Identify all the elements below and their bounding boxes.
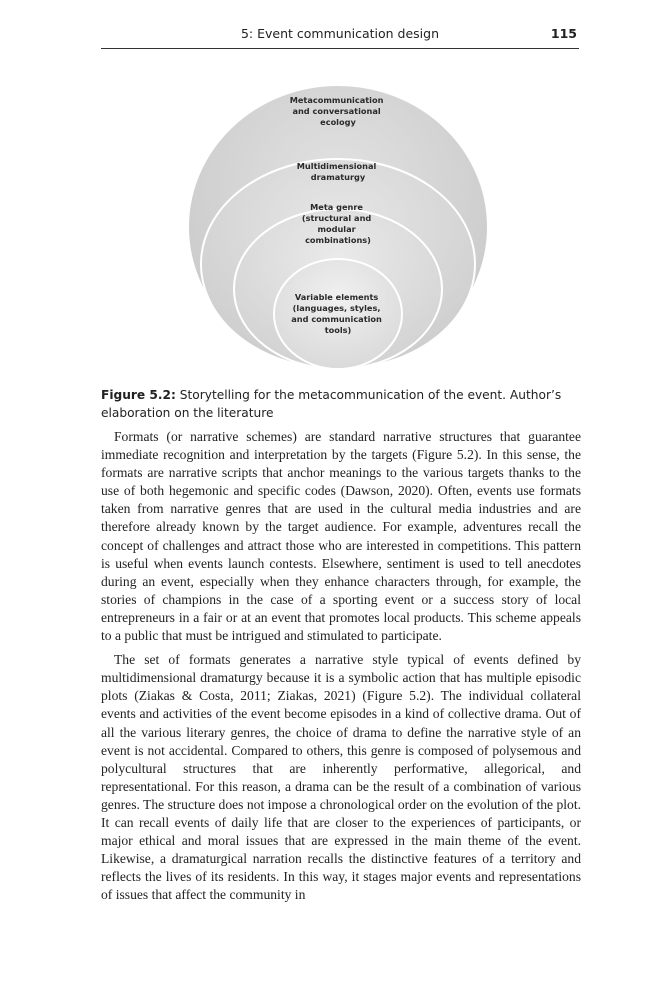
figure-diagram <box>0 0 650 390</box>
layer-4-label: Variable elements (languages, styles, and communication tools) <box>291 292 382 335</box>
running-title: 5: Event communication design <box>240 26 440 41</box>
layer-1-label: Metacommunication and conversational ecology <box>289 95 384 127</box>
page-number: 115 <box>550 26 577 41</box>
caption-label: Figure 5.2: <box>101 388 176 402</box>
body-text <box>101 428 581 910</box>
layer-2-label: Multidimensional dramaturgy <box>296 161 377 182</box>
figure-caption <box>101 386 581 422</box>
paragraph: The set of formats generates a narrative style typical of events defined by multidimensional dramaturgy because it is a symbolic action that has multiple episodic plots (Ziakas & Costa, 2011; Ziakas, 2021) (Figure 5.2). The individual collateral events and activities of the event become episodes in a kind of collective drama. Out of all the various literary genres, the choice of drama to define the narrative style of an event is not accidental. Compared to others, this genre is composed of polysemous and polycultural structures that are inherently performative, allegorical, and representational. For this reason, a drama can be the result of a combination of various genres. The structure does not impose a chronological order on the evolution of the plot. It can recall events of daily life that are closer to the experiences of participants, or major ethical and moral issues that are expressed in the main theme of the event. Likewise, a dramaturgical narration recalls the distinctive features of a territory and reflects the lives of its residents. In this way, it stages major events and representations of issues that affect the community in <box>101 652 581 903</box>
nested-ellipse-figure <box>0 0 650 390</box>
layer-3-label: Meta genre (structural and modular combinations) <box>301 202 372 245</box>
paragraph: Formats (or narrative schemes) are standard narrative structures that guarantee immediate recognition and interpretation by the targets (Figure 5.2). In this sense, the formats are narrative scripts that anchor meanings to the various targets thanks to the use of both hegemonic and specific codes (Dawson, 2020). Often, events use formats taken from narrative genres that are used in the cultural media industries and are therefore already known by the target audience. For example, adventures recall the concept of challenges and attract those who are interested in competitions. This pattern is useful when events launch contests. Elsewhere, sentiment is used to tell anecdotes during an event, especially when they enhance characters through, for example, the stories of champions in the case of a sporting event or a success story of local entrepreneurs in a fair or at an event that promotes local products. This scheme appeals to a public that must be intrigued and stimulated to participate. <box>101 429 581 644</box>
caption-text: Storytelling for the metacommunication of the event. Author’s elaboration on the literature <box>101 388 562 420</box>
